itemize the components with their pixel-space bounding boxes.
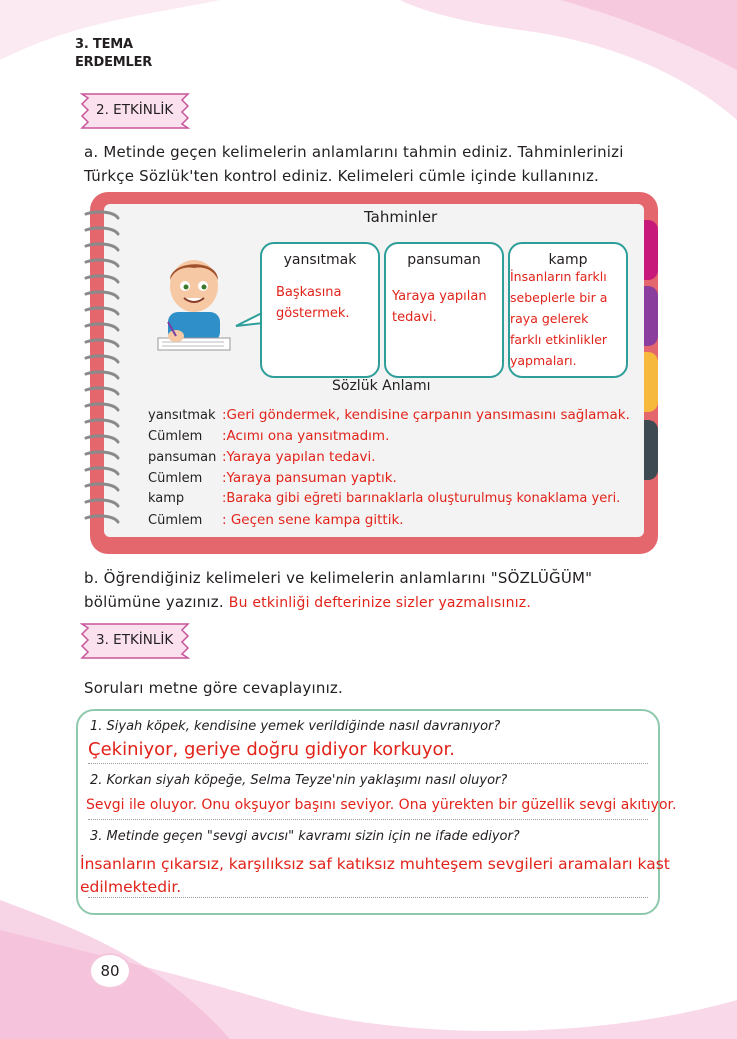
spiral-rings-icon xyxy=(84,210,124,540)
theme-header xyxy=(75,36,152,72)
answer-3-line-2: edilmektedir. xyxy=(80,878,182,896)
guess-word: kamp xyxy=(548,252,588,268)
part-b-text: bölümüne yazınız. xyxy=(84,593,224,611)
guess-line: sebeplerle bir a xyxy=(510,290,608,305)
guess-answer xyxy=(392,286,487,328)
dictionary-value: :Acımı ona yansıtmadım. xyxy=(222,428,390,444)
activity-3-badge xyxy=(76,622,194,660)
answer-3 xyxy=(80,853,670,899)
dictionary-value: : Geçen sene kampa gittik. xyxy=(222,512,404,528)
guess-card-kamp xyxy=(508,242,628,378)
guess-line: tedavi. xyxy=(392,310,437,325)
part-b-answer: Bu etkinliği defterinize sizler yazmalısınız. xyxy=(228,595,532,611)
dictionary-label: kamp xyxy=(148,491,185,506)
dictionary-value: :Geri göndermek, kendisine çarpanın yansımasını sağlamak. xyxy=(222,407,630,423)
activity-3-label: 3. ETKİNLİK xyxy=(96,632,174,648)
guess-card-yansitmak xyxy=(260,242,380,378)
guess-line: yapmaları. xyxy=(510,353,577,368)
activity-2-instruction xyxy=(84,140,624,188)
guess-line: göstermek. xyxy=(276,306,350,321)
theme-title: ERDEMLER xyxy=(75,55,153,70)
activity-2-label: 2. ETKİNLİK xyxy=(96,102,174,118)
dictionary-value: :Yaraya yapılan tedavi. xyxy=(222,449,376,465)
guess-card-pansuman xyxy=(384,242,504,378)
dictionary-row xyxy=(148,510,404,531)
dictionary-label: Cümlem xyxy=(148,429,203,444)
dictionary-label: yansıtmak xyxy=(148,408,216,423)
dictionary-value: :Yaraya pansuman yaptık. xyxy=(222,470,397,486)
dictionary-value: :Baraka gibi eğreti barınaklarla oluşturulmuş konaklama yeri. xyxy=(222,491,621,506)
dictionary-label: Cümlem xyxy=(148,513,203,528)
activity-2-badge xyxy=(76,92,194,130)
question-3: 3. Metinde geçen "sevgi avcısı" kavramı sizin için ne ifade ediyor? xyxy=(90,829,520,844)
guess-line: İnsanların farklı xyxy=(510,269,607,284)
dictionary-row xyxy=(148,405,630,426)
dictionary-row xyxy=(148,468,397,489)
guess-answer xyxy=(276,282,350,324)
guess-word: yansıtmak xyxy=(283,252,357,268)
theme-number: 3. TEMA xyxy=(75,37,133,52)
dictionary-label: Cümlem xyxy=(148,471,203,486)
instruction-line-1: a. Metinde geçen kelimelerin anlamlarını tahmin ediniz. Tahminlerinizi xyxy=(84,143,624,161)
guess-line: raya gelerek xyxy=(510,311,589,326)
activity-3-instruction: Soruları metne göre cevaplayınız. xyxy=(84,679,343,697)
part-b-line-1: b. Öğrendiğiniz kelimeleri ve kelimelerin anlamlarını "SÖZLÜĞÜM" xyxy=(84,569,593,587)
guess-line: Yaraya yapılan xyxy=(392,289,487,304)
dictionary-row xyxy=(148,426,389,447)
guesses-title: Tahminler xyxy=(364,208,438,226)
child-writing-icon xyxy=(154,252,234,356)
dotted-line xyxy=(88,763,648,764)
notebook-panel xyxy=(90,192,658,556)
answer-3-line-1: İnsanların çıkarsız, karşılıksız saf katıksız muhteşem sevgileri aramaları kast xyxy=(80,855,670,873)
part-b-instruction xyxy=(84,566,592,615)
page-number: 80 xyxy=(89,953,131,989)
guess-line: Başkasına xyxy=(276,285,342,300)
instruction-line-2: Türkçe Sözlük'ten kontrol ediniz. Kelimeleri cümle içinde kullanınız. xyxy=(84,167,599,185)
answer-1: Çekiniyor, geriye doğru gidiyor korkuyor. xyxy=(88,739,455,760)
notebook-page xyxy=(104,204,644,537)
question-1: 1. Siyah köpek, kendisine yemek verildiğinde nasıl davranıyor? xyxy=(90,719,501,734)
guess-word: pansuman xyxy=(407,252,481,268)
questions-box xyxy=(76,709,677,915)
dictionary-row xyxy=(148,447,376,468)
dotted-line xyxy=(88,819,648,820)
question-2: 2. Korkan siyah köpeğe, Selma Teyze'nin yaklaşımı nasıl oluyor? xyxy=(90,773,508,788)
dictionary-label: pansuman xyxy=(148,450,217,465)
dictionary-row xyxy=(148,489,620,509)
part-b-line-2 xyxy=(84,590,592,615)
dictionary-title: Sözlük Anlamı xyxy=(332,378,431,394)
dotted-line xyxy=(88,897,648,898)
guess-line: farklı etkinlikler xyxy=(510,332,608,347)
answer-2: Sevgi ile oluyor. Onu okşuyor başını seviyor. Ona yürekten bir güzellik sevgi akıtıyor. xyxy=(86,797,677,813)
guess-answer xyxy=(510,266,607,371)
